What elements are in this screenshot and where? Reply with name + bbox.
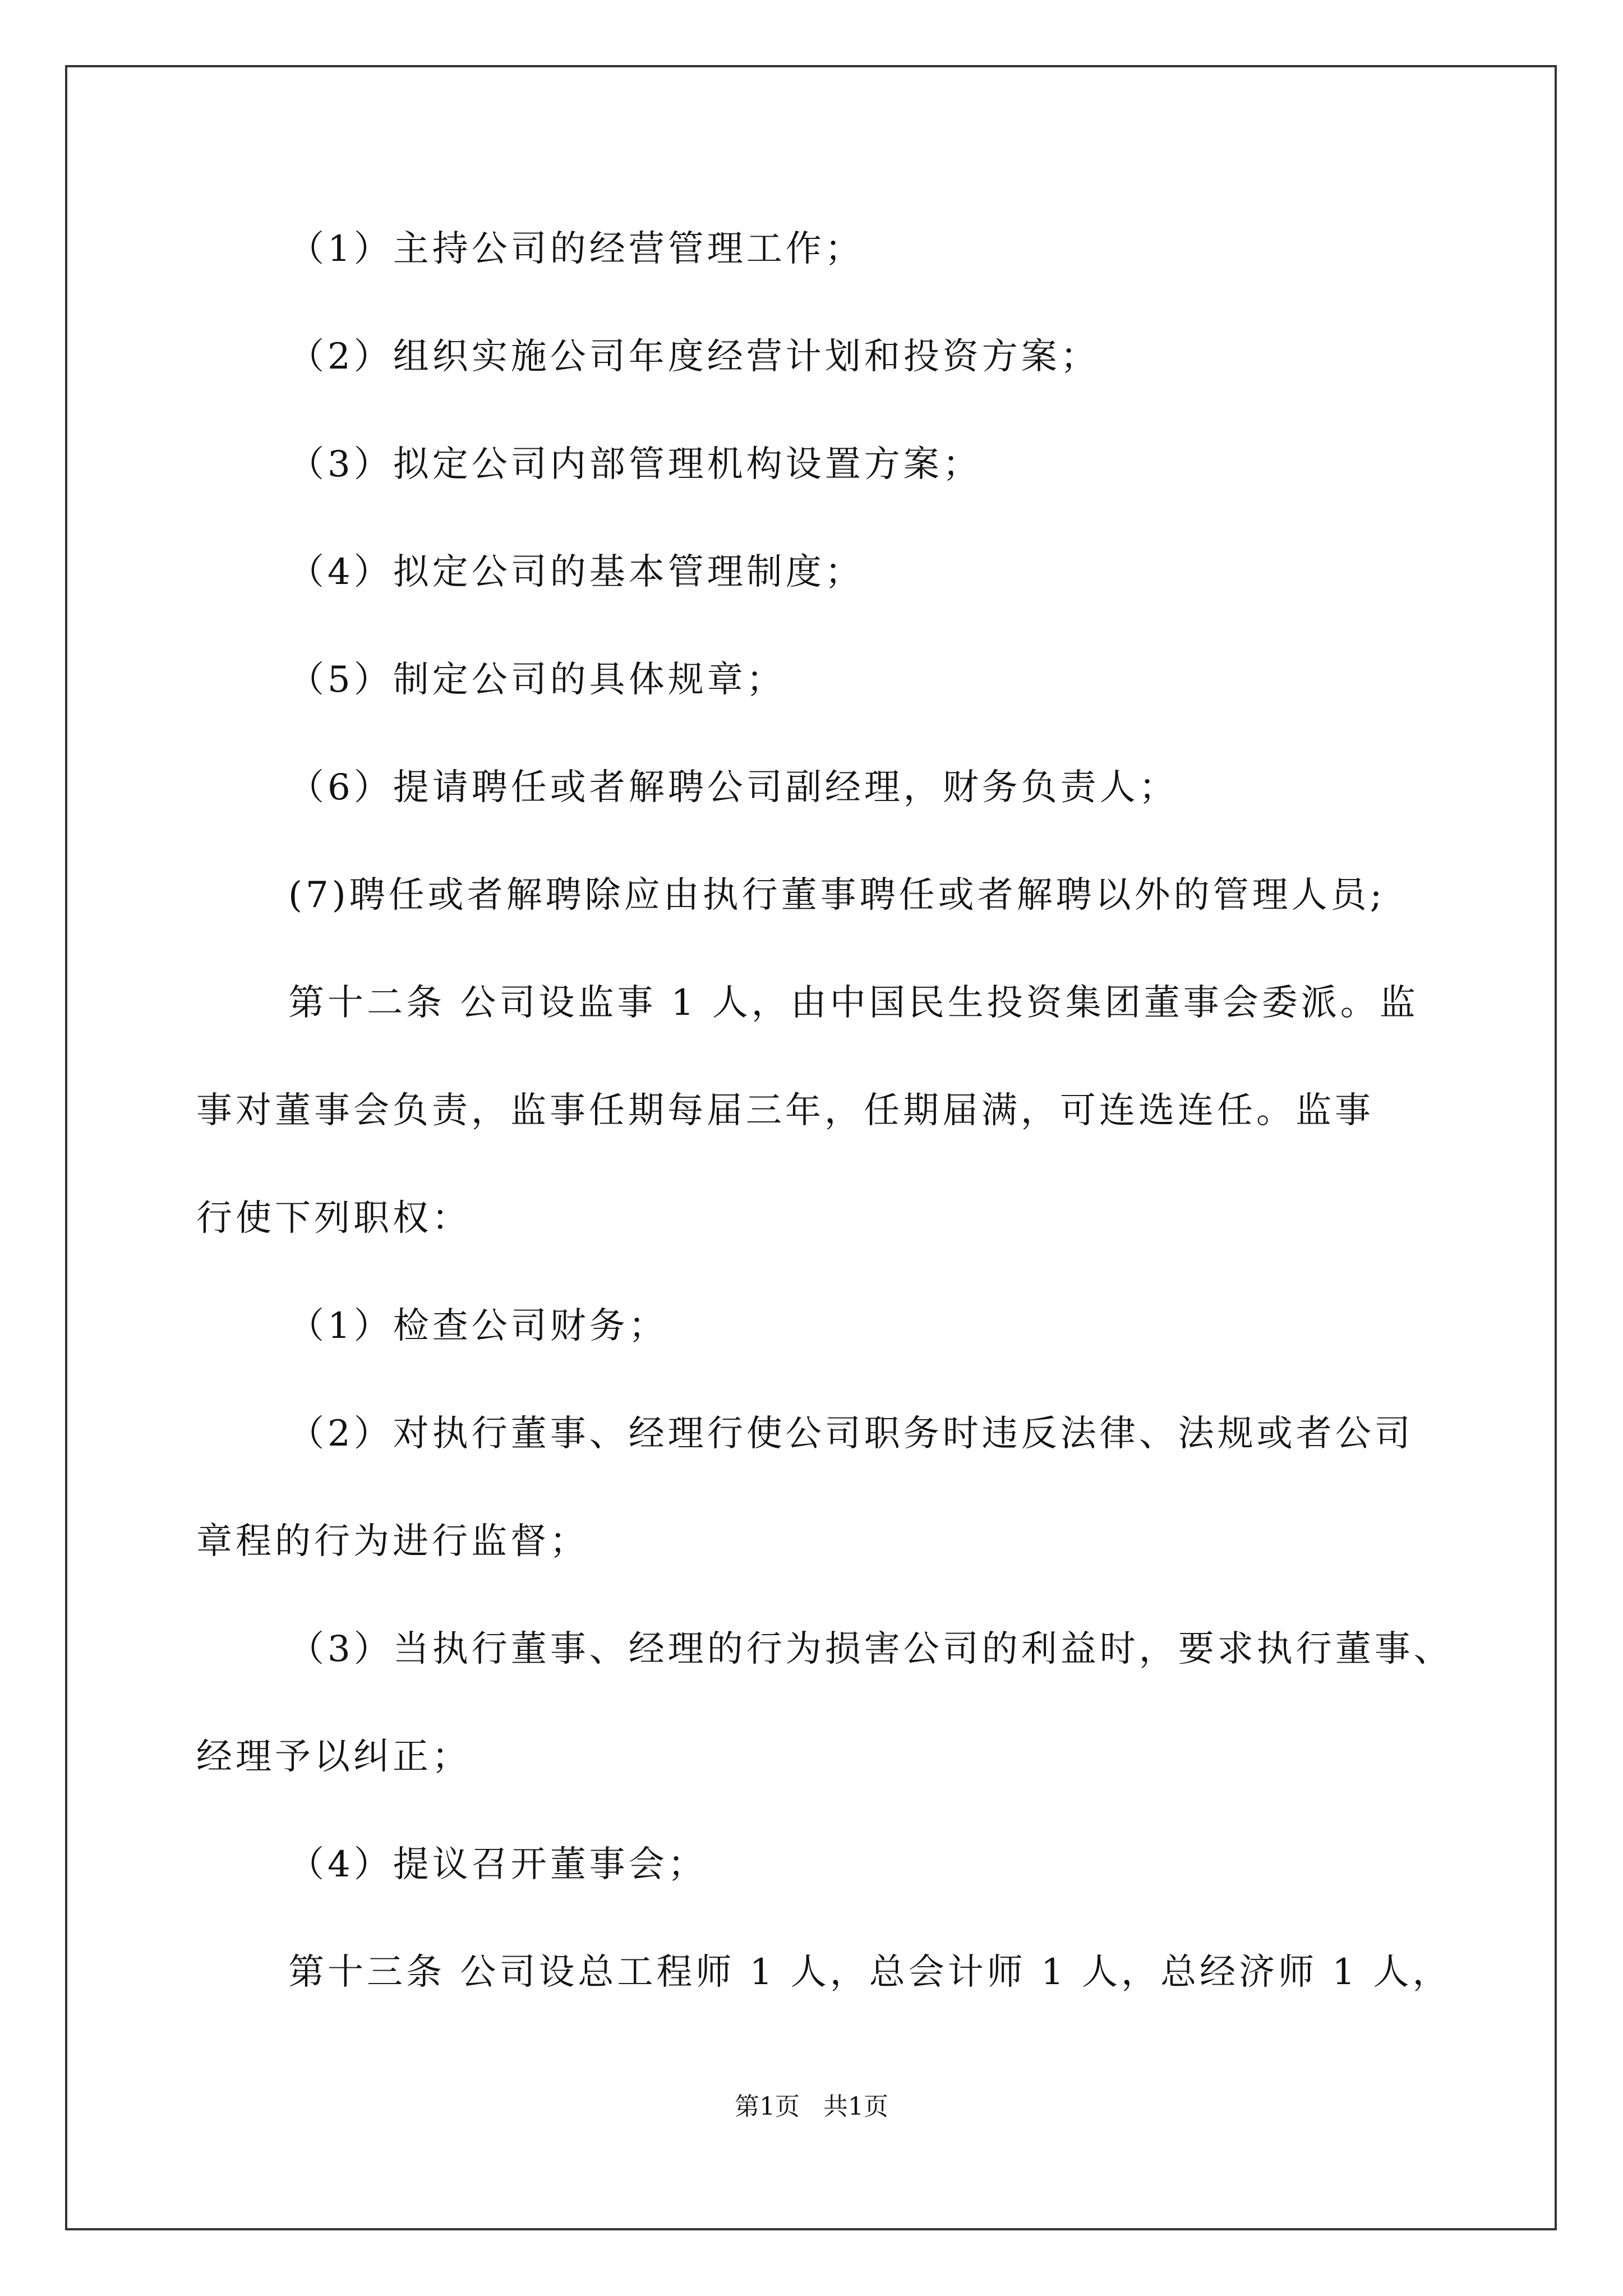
text-line: （1）检查公司财务； xyxy=(288,1305,668,1347)
text-line: (7)聘任或者解聘除应由执行董事聘任或者解聘以外的管理人员; xyxy=(288,875,1386,916)
text-line: 事对董事会负责，监事任期每届三年，任期届满，可连选连任。监事 xyxy=(196,1090,1374,1131)
page-number-footer: 第1页 共1页 xyxy=(735,2092,888,2121)
text-line: （5）制定公司的具体规章； xyxy=(288,659,786,701)
text-line: （2）组织实施公司年度经营计划和投资方案； xyxy=(288,336,1100,378)
text-line: （1）主持公司的经营管理工作； xyxy=(288,228,864,270)
text-line: 经理予以纠正； xyxy=(196,1736,471,1778)
text-line: （6）提请聘任或者解聘公司副经理，财务负责人； xyxy=(288,767,1178,808)
text-line: （4）提议召开董事会； xyxy=(288,1844,707,1885)
text-line: 第十三条 公司设总工程师 1 人，总会计师 1 人，总经济师 1 人， xyxy=(288,1952,1452,1993)
text-line: （2）对执行董事、经理行使公司职务时违反法律、法规或者公司 xyxy=(288,1413,1414,1455)
text-line: （4）拟定公司的基本管理制度； xyxy=(288,551,864,593)
page-border xyxy=(65,65,1557,2230)
text-line: （3）拟定公司内部管理机构设置方案； xyxy=(288,444,982,485)
text-line: （3）当执行董事、经理的行为损害公司的利益时，要求执行董事、 xyxy=(288,1628,1453,1670)
text-line: 章程的行为进行监督； xyxy=(196,1521,589,1562)
text-line: 第十二条 公司设监事 1 人，由中国民生投资集团董事会委派。监 xyxy=(288,982,1419,1024)
text-line: 行使下列职权： xyxy=(196,1198,471,1239)
